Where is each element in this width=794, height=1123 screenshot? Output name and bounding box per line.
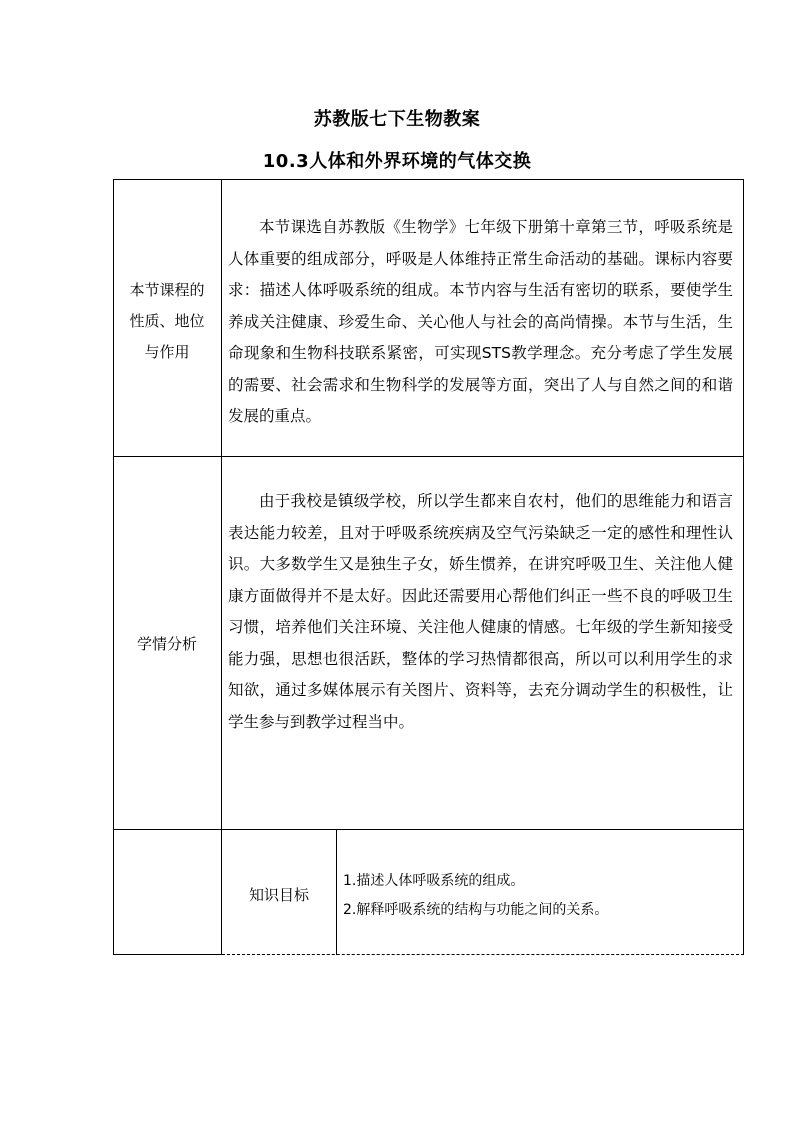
row-label-nature [113,275,221,368]
row-divider-2 [113,829,744,830]
lesson-title: 10.3人体和外界环境的气体交换 [262,151,532,172]
sub-column-divider [336,829,337,955]
column-divider [221,179,222,955]
row-divider-1 [113,456,744,457]
row-label-line: 与作用 [144,343,190,361]
row-label-line: 性质、地位 [129,312,205,330]
goal-item: 1.描述人体呼吸系统的组成。 [343,873,525,889]
table-continuation-line [222,954,744,955]
row-content-analysis: 由于我校是镇级学校，所以学生都来自农村，他们的思维能力和语言表达能力较差，且对于呼吸系统疾病及空气污染缺乏一定的感性和理性认识。大多数学生又是独生子女，娇生惯养，在讲究呼吸卫生、关注他人健康方面做得并不是太好。因此还需要用心帮他们纠正一些不良的呼吸卫生习惯，培养他们关注环境、关注他人健康的情感。七年级的学生新知接受能力强，思想也很活跃，整体的学习热情都很高，所以可以利用学生的求知欲，通过多媒体展示有关图片、资料等，去充分调动学生的积极性，让学生参与到教学过程当中。 [228,492,733,731]
row-label-line: 本节课程的 [129,281,205,299]
table-border-right [743,179,744,955]
row-content-nature: 本节课选自苏教版《生物学》七年级下册第十章第三节，呼吸系统是人体重要的组成部分，呼吸是人体维持正常生命活动的基础。课标内容要求：描述人体呼吸系统的组成。本节内容与生活有密切的联系，要使学生养成关注健康、珍爱生命、关心他人与社会的高尚情操。本节与生活，生命现象和生物科技联系紧密，可实现STS教学理念。充分考虑了学生发展的需要、社会需求和生物科学的发展等方面，突出了人与自然之间的和谐发展的重点。 [228,218,733,425]
goal-item: 2.解释呼吸系统的结构与功能之间的关系。 [343,902,609,918]
table-bottom-edge [113,954,222,955]
table-border-top [113,179,744,180]
goal-list [343,867,738,925]
document-title: 苏教版七下生物教案 [313,109,481,130]
row-label-analysis: 学情分析 [136,635,197,653]
sub-label-knowledge-goal: 知识目标 [248,886,309,904]
